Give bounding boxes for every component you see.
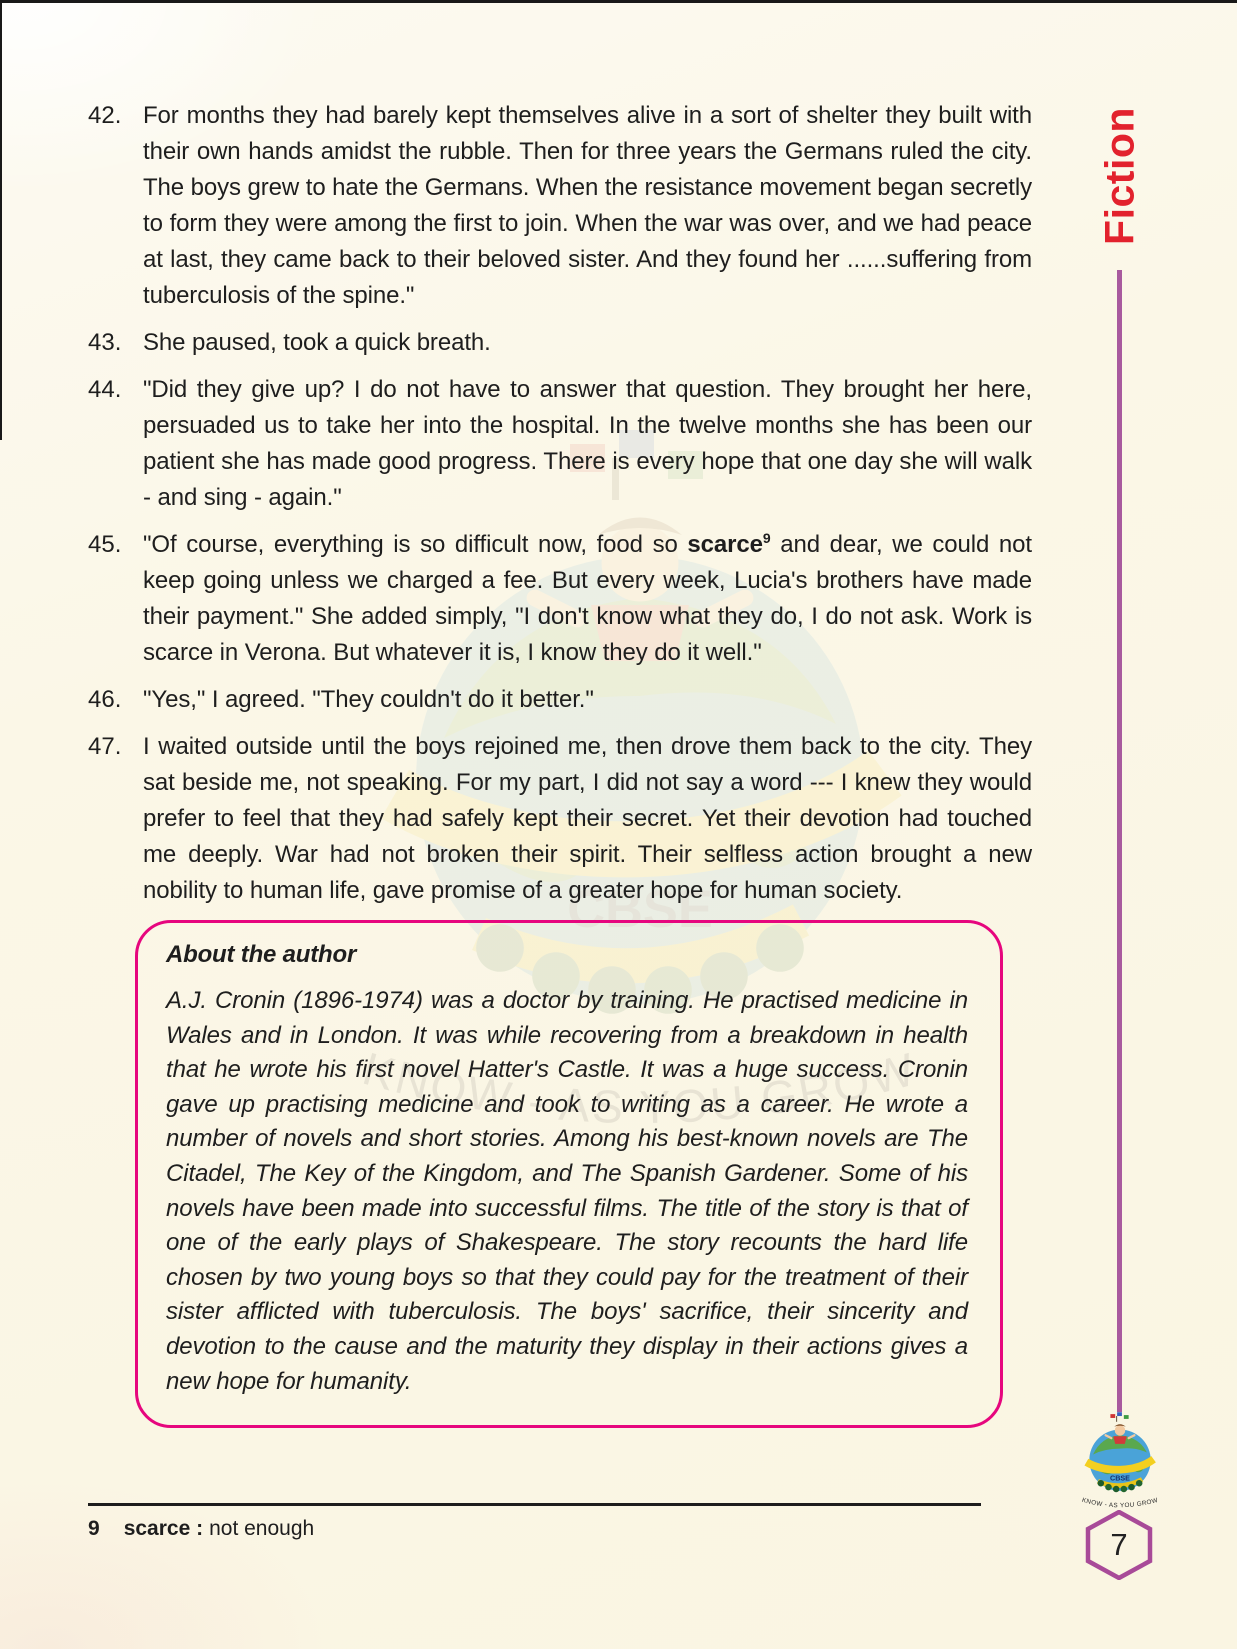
page-number-badge bbox=[1085, 1510, 1153, 1580]
cbse-logo bbox=[1072, 1412, 1168, 1523]
paragraph-43 bbox=[88, 325, 1032, 361]
paragraph-text: For months they had barely kept themselves alive in a sort of shelter they built with their own hands amidst the rubble. Then for three years the Germans ruled the city. The boys grew to hate the Germans. When the resistance movement began secretly to form they were among the first to join. When the war was over, and we had peace at last, they came back to their beloved sister. And they found her ......suffering from tuberculosis of the spine." bbox=[143, 102, 1032, 309]
paragraph-text: She paused, took a quick breath. bbox=[143, 329, 491, 356]
glossary-term: scarce bbox=[687, 531, 763, 558]
paragraph-number: 43. bbox=[88, 329, 122, 356]
footnote-number: 9 bbox=[88, 1516, 100, 1540]
footnote-reference: 9 bbox=[762, 530, 771, 546]
footnote-text bbox=[88, 1517, 981, 1541]
footnote-rule bbox=[88, 1503, 981, 1506]
about-author-box bbox=[135, 920, 1003, 1428]
scan-edge-left bbox=[0, 0, 2, 440]
paragraph-44 bbox=[88, 372, 1032, 516]
paragraph-text: I waited outside until the boys rejoined me, then drove them back to the city. They sat beside me, not speaking. For my part, I did not say a word --- I knew they would prefer to feel that they had safely kept their secret. Yet their devotion had touched me deeply. War had not broken their spirit. Their selfless action brought a new nobility to human life, gave promise of a greater hope for human society. bbox=[143, 733, 1032, 904]
about-author-body: A.J. Cronin (1896-1974) was a doctor by training. He practised medicine in Wales and in London. It was while recovering from a breakdown in health that he wrote his first novel Hatter's Castle. It was a huge success. Cronin gave up practising medicine and took to writing as a career. He wrote a number of novels and short stories. Among his best-known novels are The Citadel, The Key of the Kingdom, and The Spanish Gardener. Some of his novels have been made into successful films. The title of the story is that of one of the early plays of Shakespeare. The story recounts the hard life chosen by two young boys so that they could pay for the treatment of their sister afflicted with tuberculosis. The boys' sacrifice, their sincerity and devotion to the cause and the maturity they display in their actions gives a new hope for humanity. bbox=[166, 987, 968, 1395]
scan-edge-top bbox=[0, 0, 1237, 3]
story-content bbox=[88, 98, 1032, 1428]
paragraph-47 bbox=[88, 729, 1032, 909]
paragraph-42 bbox=[88, 98, 1032, 314]
paragraph-number: 44. bbox=[88, 376, 122, 403]
about-author-heading: About the author bbox=[166, 941, 357, 968]
paragraph-text bbox=[143, 527, 1032, 671]
footnote-definition: not enough bbox=[209, 1516, 315, 1540]
section-tab-label: Fiction bbox=[1096, 107, 1143, 245]
paragraph-text: "Yes," I agreed. "They couldn't do it better." bbox=[143, 686, 594, 713]
paragraph-number: 46. bbox=[88, 686, 122, 713]
paragraph-46 bbox=[88, 682, 1032, 718]
paragraph-number: 42. bbox=[88, 102, 122, 129]
paragraph-text-pre: "Of course, everything is so difficult now, food so bbox=[143, 531, 688, 558]
footnote-term: scarce : bbox=[123, 1516, 204, 1540]
page-number: 7 bbox=[1110, 1527, 1128, 1562]
paragraph-text: "Did they give up? I do not have to answer that question. They brought her here, persuaded us to take her into the hospital. In the twelve months she has been our patient she has made good progress. There is every hope that one day she will walk - and sing - again." bbox=[143, 376, 1032, 511]
side-rule bbox=[1117, 270, 1122, 1412]
paragraph-number: 45. bbox=[88, 531, 122, 558]
footnote bbox=[88, 1503, 981, 1541]
paragraph-45 bbox=[88, 527, 1032, 671]
paragraph-text-post: and dear, we could not keep going unless we charged a fee. But every week, Lucia's brothers have made their payment." She added simply, "I don't know what they do, I do not ask. Work is scarce in Verona. But whatever it is, I know they do it well." bbox=[143, 531, 1032, 666]
paragraph-number: 47. bbox=[88, 733, 122, 760]
